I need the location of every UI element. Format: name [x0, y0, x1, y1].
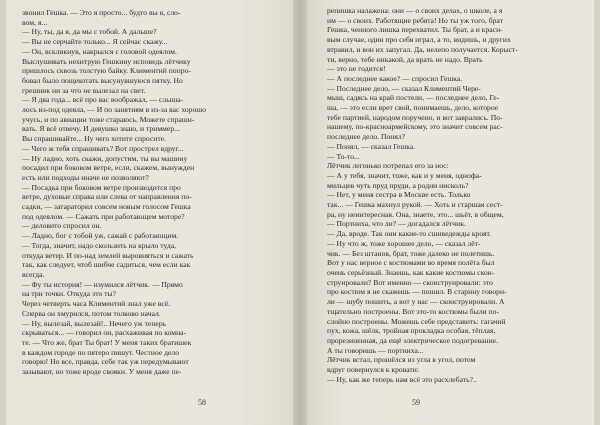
text-line: мильцев чуть пруд пруди, а родни нисколь? [327, 180, 469, 190]
right-page [307, 0, 594, 425]
text-line: грешник ни за что не вылезал на свет. [22, 85, 146, 95]
book-gutter [293, 0, 307, 425]
text-line: — Посадка при боковом ветре производится про [22, 182, 181, 192]
text-line: садки, — затараторил совсем новым голосом Гешка [22, 202, 191, 212]
text-line: прорезиненная, да ещё электрическое подогревание. [327, 335, 498, 345]
text-line: вом, я... [22, 17, 48, 27]
left-page [6, 0, 293, 425]
text-line: ти, верно, тебе никакой, да врать не надо. Врать [327, 54, 483, 64]
text-line: — Вы не серчайте только... Я сейчас скажу... [22, 37, 168, 47]
text-line: вым случае, один про себя играл, а то, видишь, и других [327, 35, 511, 45]
text-line: — То-то... [327, 151, 360, 161]
text-line: ра, ну неинтересная. Она, знаете, это... шьёт, в общем, [327, 209, 504, 219]
text-line: вдруг повернулся к кровати: [327, 365, 419, 375]
left-page-number: 58 [198, 398, 206, 407]
text-line: последнее дело. Понял? [327, 132, 406, 142]
text-line: — А у тебя, значит, тоже, как и у меня, однофа- [327, 170, 482, 180]
text-line: — Он, вскликнув, накрылся с головой одеялом. [22, 46, 177, 56]
text-line: звонил Гешка. — Это я просто... будто вы я, сло- [22, 8, 181, 17]
text-line: скрываться... — говорил он, расхаживая по комна- [22, 328, 187, 338]
text-line: слойно построены. Можешь себе представить: гагачий [327, 316, 506, 326]
text-line: нашему, по-красноармейскому, это значит совсем рас- [327, 122, 503, 132]
text-line: есть или подходы иначе не позволяют? [22, 172, 149, 182]
text-line: мыш, садясь на край постели, — последнее дело, Ге- [327, 93, 500, 103]
left-page-text [22, 8, 280, 377]
text-line: — Последнее дело, — сказал Климентий Чере- [327, 83, 481, 93]
text-line: — Понял, — сказал Гешка. [327, 141, 416, 151]
text-line: репишка налажена: они — о своих делах, о школе, а я [327, 6, 503, 15]
text-line: Гешка, ченного лишка перехватил. Ты брат, а и краси- [327, 25, 503, 35]
text-line: — Фу ты история! — изумился лётчик. — Прямо [22, 279, 183, 289]
text-line: очень серьёзный. Знаешь, как какие костюмы скон- [327, 267, 495, 277]
text-line: так, как следует, чтоб шибче садиться, чем если как [22, 260, 191, 270]
text-line: так... — Гешка махнул рукой. — Хоть и старшая сест- [327, 200, 503, 210]
text-line: ша, — это если врет свой, понимаешь, дело, которое [327, 103, 499, 113]
text-line: Через четверть часа Климентий знал уже всё. [22, 299, 171, 309]
text-line: на три точки. Откуда это ты? [22, 289, 117, 299]
text-line: — Ладно, бог с тобой уж, сажай с работающим. [22, 231, 179, 241]
text-line: — Я два года... всё про вас воображал, — слыша- [22, 95, 184, 105]
text-line: — деловито спросил он. [22, 221, 102, 231]
text-line: — Портниха, что ли? — догадался лётчик. [327, 219, 466, 229]
text-line: — Чего ж тебя спрашивать? Вот прострел вдруг... [22, 143, 184, 153]
right-page-text [327, 6, 583, 384]
text-line: Вот у нас верное с костюмами во время полёта был [327, 258, 495, 268]
text-line: лось из-под одеяла, — И по занятиям в из-за вас хорошо [22, 105, 206, 115]
text-line: Лётчик встал, прошёлся из угла в угол, потом [327, 355, 476, 365]
text-line: им — о своих. Работящие ребята! Но ты уж того, брат [327, 15, 503, 25]
text-line: — Ну что ж, тоже хорошее дело, — сказал лёт- [327, 238, 481, 248]
text-line: в каждом городе по пятеро пишут. Честное дело [22, 347, 180, 357]
text-line: — Ну, как же теперь нам всё это расхлебать?.. [327, 374, 477, 384]
text-line: Лётчик легонько потрепал его за нос: [327, 161, 449, 171]
text-line: бовал было пощекотать высунувшуюся пятку. Но [22, 75, 183, 85]
text-line: зазывают, но тоже вроде свояки. У меня даже пе- [22, 367, 182, 377]
text-line: всегда. [22, 269, 45, 279]
text-line: посадил при боковом ветре, если, скажем, вынужден [22, 163, 195, 173]
text-line: откуда ветер. И по-над землей выровняться и сажать [22, 250, 194, 260]
text-line: струировали? Вот именно — сконструировали: это [327, 277, 493, 287]
text-line: про костюм я не скажешь — пошил. В старину говори- [327, 287, 507, 297]
right-page-number: 59 [412, 398, 420, 407]
text-line: ли — шубу пошить, а вот у нас — сконструировали. А [327, 297, 505, 307]
text-line: говорю! Но все, правда, себе так уж передумывают [22, 357, 189, 367]
text-line: ветре, духовые справа или слева от направления по- [22, 192, 192, 202]
text-line: А ты говоришь — портниха... [327, 345, 424, 355]
text-line: под одеялом. — Сажать при работающем моторе? [22, 211, 185, 221]
text-line: — Тогда, значит, надо скользить на крыло туда, [22, 240, 177, 250]
text-line: — Да, вроде. Так они какие-то сшиведежды кроят. [327, 229, 492, 239]
text-line: учусь, и по авиации тоже стараюсь. Можете спраши- [22, 114, 195, 124]
text-line: Выслушивать нехитрую Гешкину исповедь лётчику [22, 56, 191, 66]
text-line: чик. — Без штанов, брат, тоже далеко не полетишь. [327, 248, 495, 258]
text-line: — Ну, вылезай, вылезай!.. Нечего уж теперь [22, 318, 167, 328]
text-line: — А последнее какое? — спросил Гешка. [327, 73, 463, 83]
text-line: вать. Я всё отвечу. И девушко знаю, и триммер... [22, 124, 180, 134]
text-line: втравил, и вон их запугал. Да, нелепо получается. Корыст- [327, 44, 518, 54]
text-line: тщательно построены. Вот это-то костюмы были по- [327, 306, 500, 316]
text-line: — Нет, у меня сестра в Москве есть. Только [327, 190, 471, 200]
text-line: — это не годится! [327, 64, 386, 74]
text-line: те. — Что же, брат Ты брат! У меня таких братишек [22, 337, 192, 347]
text-line: тебе партией, народом поручено, и вот заврались. По- [327, 112, 503, 122]
text-line: — Ну, ты, да я, да мы с тобой. А дальше? [22, 27, 157, 37]
text-line: Вы спрашивайте... Ну чего хотите спросите. [22, 134, 167, 144]
text-line: пух, кожа, шёлк, тройная прокладка особая, тёплая, [327, 326, 496, 336]
text-line: пришлось сквозь толстую байку. Климентий попро- [22, 66, 191, 76]
text-line: Сперва он хмурился, потом толково начал. [22, 308, 161, 318]
text-line: — Ну ладно, хоть скажи, допустим, ты вы машину [22, 153, 188, 163]
